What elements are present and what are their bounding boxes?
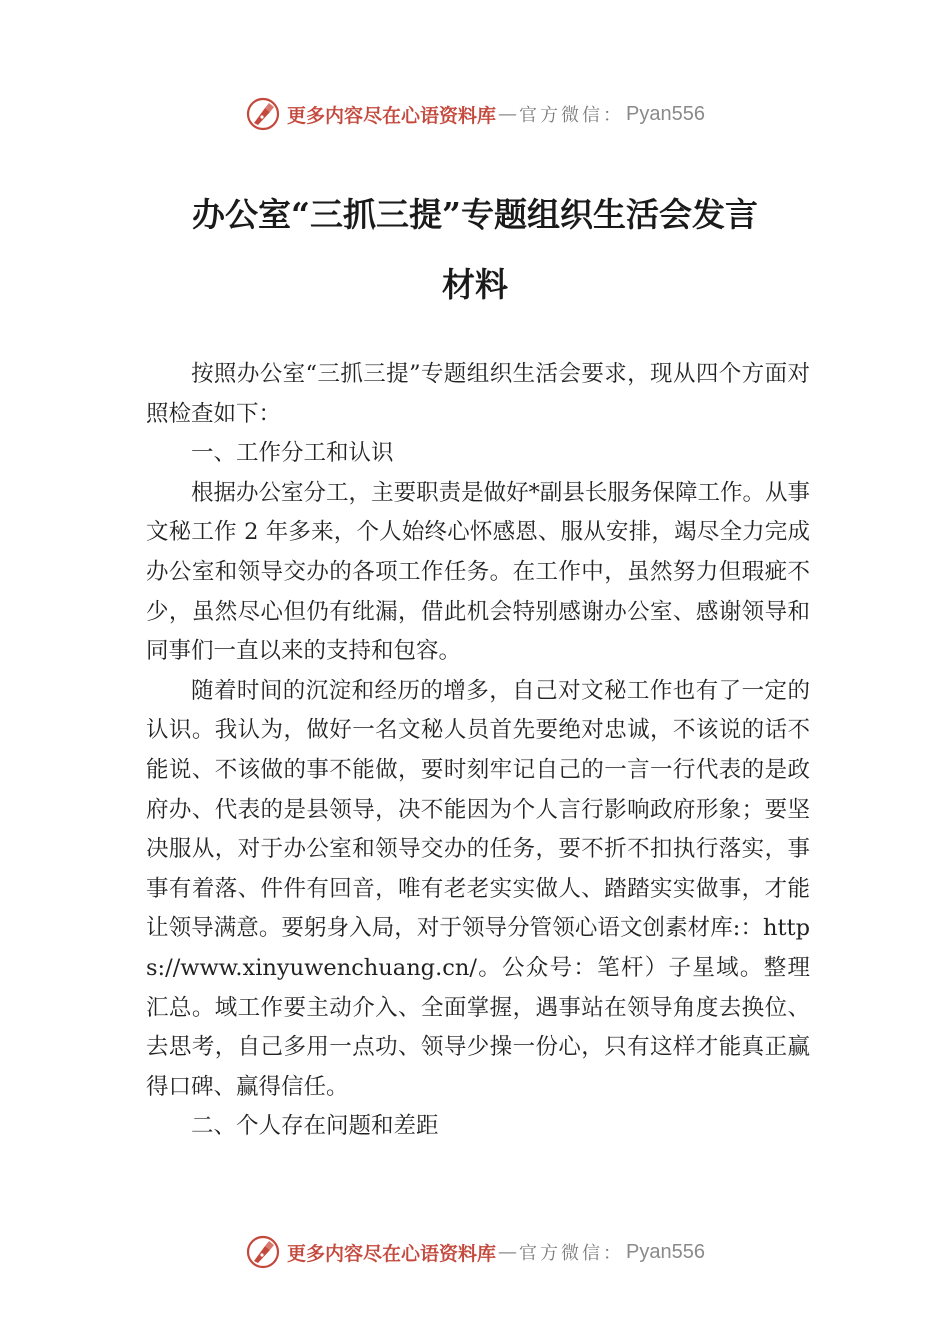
banner-wechat-id: Pyan556 <box>626 102 705 125</box>
pen-nib-logo-icon <box>245 96 281 132</box>
banner-dash: — <box>498 1241 518 1263</box>
pen-nib-logo-icon <box>245 1234 281 1270</box>
paragraph-understanding: 随着时间的沉淀和经历的增多，自己对文秘工作也有了一定的认识。我认为，做好一名文秘人员首先要绝对忠诚，不该说的话不能说、不该做的事不能做，要时刻牢记自己的一言一行代表的是政府办、代表的是县领导，决不能因为个人言行影响政府形象；要坚决服从，对于办公室和领导交办的任务，要不折不扣执行落实，事事有着落、件件有回音，唯有老老实实做人、踏踏实实做事，才能让领导满意。要躬身入局，对于领导分管领心语文创素材库:：https://www.xinyuwenchuang.cn/。公众号：笔杆）子星域。整理汇总。域工作要主动介入、全面掌握，遇事站在领导角度去换位、去思考，自己多用一点功、领导少操一份心，只有这样才能真正赢得口碑、赢得信任。 <box>146 677 810 1100</box>
section-heading-2: 二、个人存在问题和差距 <box>191 1113 439 1140</box>
title-line-1: 办公室“三抓三提”专题组织生活会发言 <box>192 195 758 234</box>
banner-main-text: 更多内容尽在心语资料库 <box>287 104 497 127</box>
paragraph-intro: 按照办公室“三抓三提”专题组织生活会要求，现从四个方面对照检查如下： <box>146 361 810 427</box>
footer-banner <box>0 1232 950 1272</box>
banner-wechat-label: 官方微信： <box>519 1243 625 1264</box>
title-line-2: 材料 <box>442 265 508 304</box>
document-body <box>146 355 810 1147</box>
banner-main-text: 更多内容尽在心语资料库 <box>287 1242 497 1265</box>
header-banner <box>0 94 950 134</box>
paragraph-duties: 根据办公室分工，主要职责是做好*副县长服务保障工作。从事文秘工作 2 年多来，个人始终心怀感恩、服从安排，竭尽全力完成办公室和领导交办的各项工作任务。在工作中，虽然努力但瑕疵不少，虽然尽心但仍有纰漏，借此机会特别感谢办公室、感谢领导和同事们一直以来的支持和包容。 <box>146 479 810 665</box>
banner-dash: — <box>498 103 518 125</box>
section-heading-1: 一、工作分工和认识 <box>191 440 394 467</box>
banner-wechat-id: Pyan556 <box>626 1240 705 1263</box>
document-title <box>100 180 850 320</box>
banner-wechat-label: 官方微信： <box>519 105 625 126</box>
